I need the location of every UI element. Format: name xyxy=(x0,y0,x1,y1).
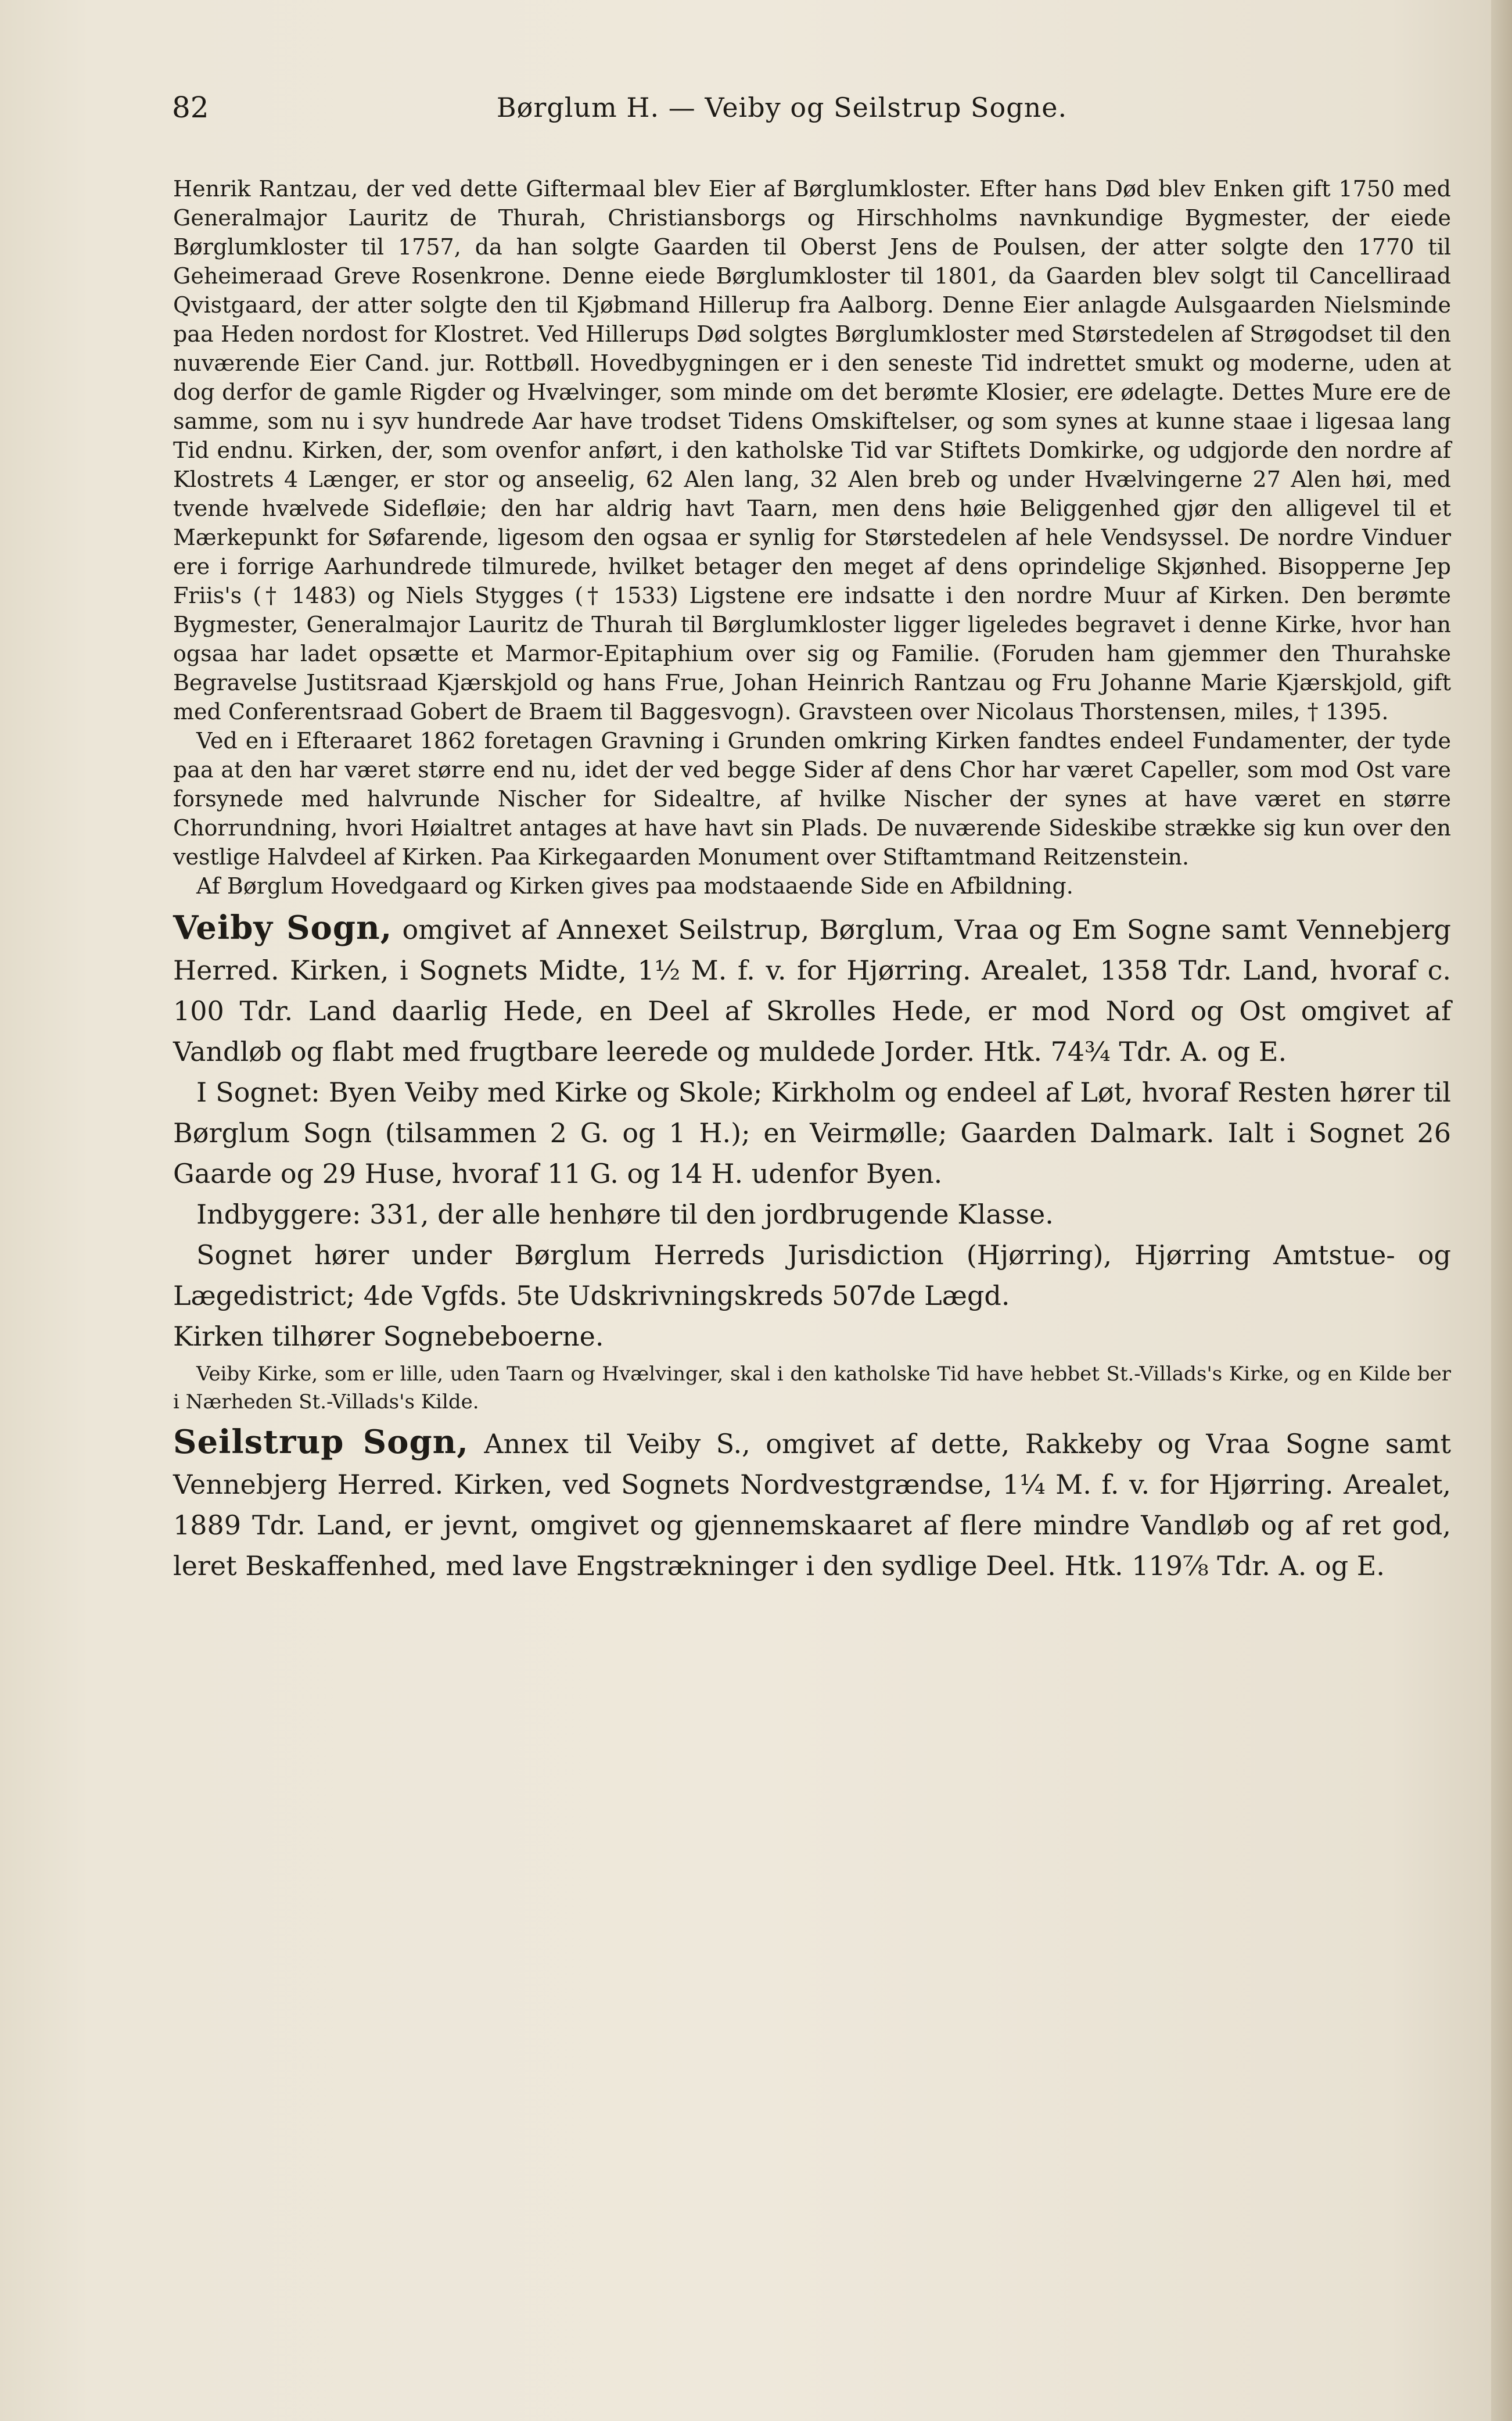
seilstrup-description: Annex til Veiby S., omgivet af dette, Rakkeby og Vraa Sogne samt Vennebjerg Herred. Kirken, ved Sognets Nordvestgrændse, 1¼ M. f. v. for Hjørring. Arealet, 1889 Tdr. Land, er jevnt, omgivet og gjennemskaaret af flere mindre Vandløb og af ret god, leret Beskaffenhed, med lave Engstrækninger i den sydlige Deel. Htk. 119⅞ Tdr. A. og E. xyxy=(173,1428,1451,1581)
seilstrup-heading: Seilstrup Sogn, xyxy=(173,1423,469,1461)
page-header xyxy=(172,87,1479,128)
paragraph-illustration-note: Af Børglum Hovedgaard og Kirken gives paa modstaaende Side en Afbildning. xyxy=(196,873,1073,899)
running-head: Børglum H. — Veiby og Seilstrup Sogne. xyxy=(496,92,1068,123)
paragraph-borglum-history: Henrik Rantzau, der ved dette Giftermaal blev Eier af Børglumkloster. Efter hans Død blev Enken gift 1750 med Generalmajor Lauritz de Thurah, Christiansborgs og Hirschholms navnkundige Bygmester, der eiede Børglumkloster til 1757, da han solgte Gaarden til Oberst Jens de Poulsen, der atter solgte den 1770 til Geheimeraad Greve Rosenkrone. Denne eiede Børglumkloster til 1801, da Gaarden blev solgt til Cancelliraad Qvistgaard, der atter solgte den til Kjøbmand Hillerup fra Aalborg. Denne Eier anlagde Aulsgaarden Nielsminde paa Heden nordost for Klostret. Ved Hillerups Død solgtes Børglumkloster med Størstedelen af Strøgodset til den nuværende Eier Cand. jur. Rottbøll. Hovedbygningen er i den seneste Tid indrettet smukt og moderne, uden at dog derfor de gamle Rigder og Hvælvinger, som minde om det berømte Klosier, ere ødelagte. Dettes Mure ere de samme, som nu i syv hundrede Aar have trodset Tidens Omskiftelser, og som synes at kunne staae i ligesaa lang Tid endnu. Kirken, der, som ovenfor anført, i den katholske Tid var Stiftets Domkirke, og udgjorde den nordre af Klostrets 4 Længer, er stor og anseelig, 62 Alen lang, 32 Alen breb og under Hvælvingerne 27 Alen høi, med tvende hvælvede Sidefløie; den har aldrig havt Taarn, men dens høie Beliggenhed gjør den alligevel til et Mærkepunkt for Søfarende, ligesom den ogsaa er synlig for Størstedelen af hele Vendsyssel. De nordre Vinduer ere i forrige Aarhundrede tilmurede, hvilket betager den meget af dens oprindelige Skjønhed. Bisopperne Jep Friis's († 1483) og Niels Stygges († 1533) Ligstene ere indsatte i den nordre Muur af Kirken. Den berømte Bygmester, Generalmajor Lauritz de Thurah til Børglumkloster ligger ligeledes begravet i denne Kirke, hvor han ogsaa har ladet opsætte et Marmor-Epitaphium over sig og Familie. (Foruden ham gjemmer den Thurahske Begravelse Justitsraad Kjærskjold og hans Frue, Johan Heinrich Rantzau og Fru Johanne Marie Kjærskjold, gift med Conferentsraad Gobert de Braem til Baggesvogn). Gravsteen over Nicolaus Thorstensen, miles, † 1395. xyxy=(173,176,1451,724)
veiby-jurisdiction: Sognet hører under Børglum Herreds Jurisdiction (Hjørring), Hjørring Amtstue- og Lægedistrict; 4de Vgfds. 5te Udskrivningskreds 507de Lægd. xyxy=(173,1239,1451,1311)
page-body xyxy=(173,174,1451,1586)
page-number: 82 xyxy=(172,91,209,124)
veiby-description: omgivet af Annexet Seilstrup, Børglum, Vraa og Em Sogne samt Vennebjerg Herred. Kirken, i Sognets Midte, 1½ M. f. v. for Hjørring. Arealet, 1358 Tdr. Land, hvoraf c. 100 Tdr. Land daarlig Hede, en Deel af Skrolles Hede, er mod Nord og Ost omgivet af Vandløb og flabt med frugtbare leerede og muldede Jorder. Htk. 74¾ Tdr. A. og E. xyxy=(173,914,1452,1067)
veiby-heading: Veiby Sogn, xyxy=(173,909,393,947)
veiby-footnote: Veiby Kirke, som er lille, uden Taarn og Hvælvinger, skal i den katholske Tid have hebbet St.-Villads's Kirke, og en Kilde ber i Nærheden St.-Villads's Kilde. xyxy=(173,1362,1451,1414)
page-edge xyxy=(1491,0,1512,2421)
veiby-indbyggere: Indbyggere: 331, der alle henhøre til den jordbrugende Klasse. xyxy=(196,1199,1054,1230)
paragraph-excavation: Ved en i Efteraaret 1862 foretagen Gravning i Grunden omkring Kirken fandtes endeel Fundamenter, der tyde paa at den har været større end nu, idet der ved begge Sider af dens Chor har været Capeller, som mod Ost vare forsynede med halvrunde Nischer for Sidealtre, af hvilke Nischer der synes at have været en større Chorrundning, hvori Høialtret antages at have havt sin Plads. De nuværende Sideskibe strække sig kun over den vestlige Halvdeel af Kirken. Paa Kirkegaarden Monument over Stiftamtmand Reitzenstein. xyxy=(173,728,1451,870)
veiby-section xyxy=(173,908,1451,1072)
veiby-in-sognet: I Sognet: Byen Veiby med Kirke og Skole; Kirkholm og endeel af Løt, hvoraf Resten hører til Børglum Sogn (tilsammen 2 G. og 1 H.); en Veirmølle; Gaarden Dalmark. Ialt i Sognet 26 Gaarde og 29 Huse, hvoraf 11 G. og 14 H. udenfor Byen. xyxy=(173,1077,1451,1189)
veiby-kirken: Kirken tilhører Sognebeboerne. xyxy=(173,1321,604,1352)
seilstrup-section xyxy=(173,1422,1451,1586)
